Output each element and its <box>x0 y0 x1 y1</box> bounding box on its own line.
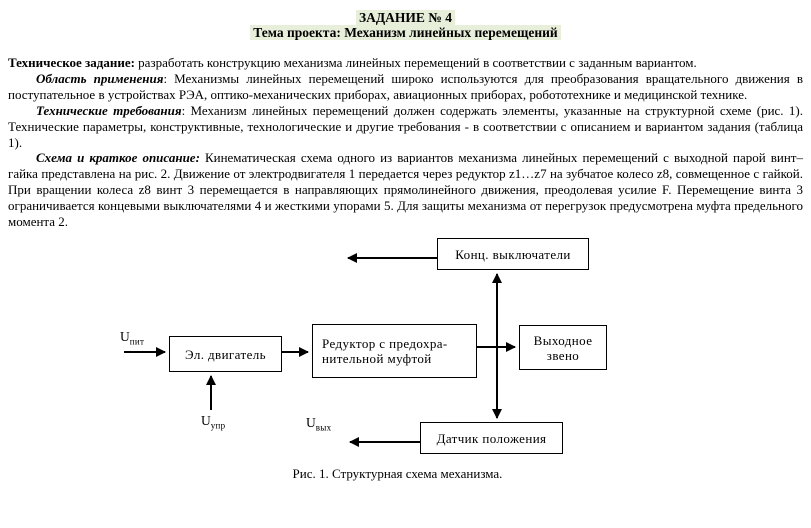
task-title-line <box>0 10 811 25</box>
label-u-pit-main: U <box>120 329 130 344</box>
label-u-upr <box>201 414 225 433</box>
lead-application-area: Область применения <box>36 70 164 86</box>
box-reducer-safety-clutch <box>312 324 477 378</box>
paragraph-application-area <box>8 71 803 103</box>
label-u-vyh <box>306 416 331 435</box>
lead-technical-task: Техническое задание: <box>8 55 135 70</box>
lead-technical-requirements: Технические требования <box>36 102 182 118</box>
paragraph-technical-task <box>8 55 803 71</box>
label-u-upr-sub: упр <box>210 420 226 431</box>
box-output-link-label-line2: звено <box>546 347 580 363</box>
paragraph-technical-requirements <box>8 103 803 151</box>
label-u-pit <box>120 330 144 349</box>
label-u-upr-main: U <box>201 413 211 428</box>
paragraph-scheme-description <box>8 150 803 230</box>
box-limit-switches <box>437 238 589 270</box>
box-reducer-label-line2: нительной муфтой <box>322 351 432 366</box>
box-output-link <box>519 325 607 370</box>
box-electric-motor-label: Эл. двигатель <box>185 346 266 362</box>
box-electric-motor <box>169 336 282 372</box>
text-technical-requirements: : Механизм линейных перемещений должен содержать элементы, указанные на структурной схеме (рис. 1). Технические параметры, конструктивные, технологические и другие требования - в соответствии с описанием и вариантом задания (таблица 1). <box>8 102 803 150</box>
figure-caption: Рис. 1. Структурная схема механизма. <box>292 466 503 481</box>
text-scheme-description: Кинематическая схема одного из вариантов механизма линейных перемещений с выходной парой винт–гайка представлена на рис. 2. Движение от электродвигателя 1 передается через редуктор z1…z7 на зубчатое колесо z8, совмещенное с гайкой. При вращении колеса z8 винт 3 перемещается в направляющих прямолинейного движения, преодолевая усилие F. Перемещение винта 3 ограничивается концевыми выключателями 4 и жесткими упорами 5. Для защиты механизма от перегрузок предусмотрена муфта предельного момента 2. <box>8 150 803 230</box>
box-output-link-label-line1: Выходное <box>533 332 593 348</box>
project-theme-line <box>0 25 811 40</box>
label-u-vyh-main: U <box>306 415 316 430</box>
document-header <box>0 0 811 40</box>
box-position-sensor <box>420 422 563 454</box>
box-position-sensor-label: Датчик положения <box>436 430 547 446</box>
box-reducer-label-line1: Редуктор с предохра- <box>322 336 448 351</box>
label-u-pit-sub: пит <box>129 336 145 347</box>
lead-scheme-description: Схема и краткое описание: <box>36 150 200 166</box>
document-body <box>0 55 811 230</box>
task-title: ЗАДАНИЕ № 4 <box>356 10 455 25</box>
box-limit-switches-label: Конц. выключатели <box>455 246 571 262</box>
label-u-vyh-sub: вых <box>315 422 332 433</box>
text-technical-task: разработать конструкцию механизма линейных перемещений в соответствии с заданным вариантом. <box>134 55 697 70</box>
project-theme: Тема проекта: Механизм линейных перемещений <box>250 25 560 40</box>
text-application-area: : Механизмы линейных перемещений широко используются для преобразования вращательного движения в поступательное в устройствах РЭА, оптико-механических приборах, авиационных приборах, робототехнике и медицинской технике. <box>8 70 803 102</box>
